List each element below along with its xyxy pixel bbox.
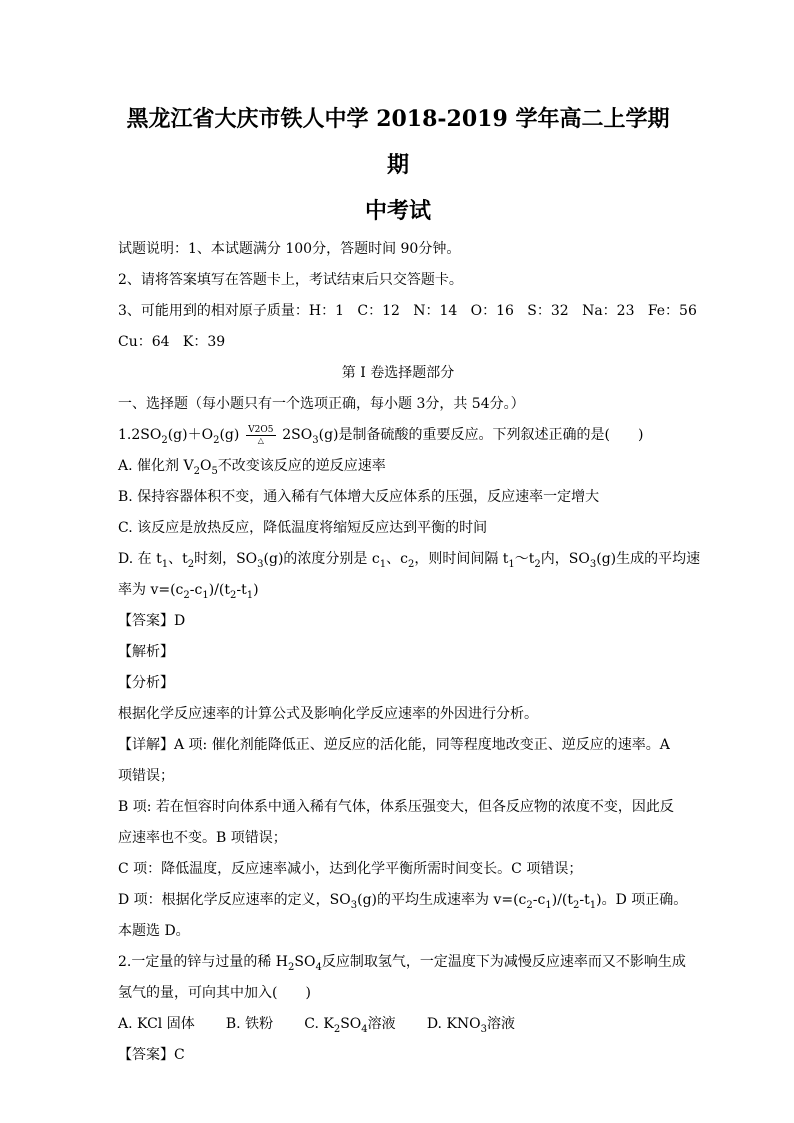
heat-symbol: △	[257, 436, 264, 445]
catalyst-label: V2O5	[246, 425, 276, 436]
reaction-condition	[246, 425, 276, 445]
instruction-1: 试题说明：1、本试题满分 100分，答题时间 90分钟。	[118, 241, 461, 257]
section-title: 第 I 卷选择题部分	[341, 365, 455, 381]
question-2-option-a: A. KCl 固体	[118, 1016, 195, 1032]
question-1-option-b: B. 保持容器体积不变，通入稀有气体增大反应体系的压强，反应速率一定增大	[118, 489, 600, 505]
question-1-option-d-cont: 率为 $v=(c_2-c_1)/(t_2-t_1)$	[118, 582, 259, 601]
question-1-fenxi-heading: 【分析】	[118, 675, 174, 691]
question-2-answer: 【答案】C	[118, 1047, 185, 1063]
exam-title	[118, 96, 678, 234]
question-1-conclusion: 本题选 D。	[118, 923, 190, 939]
exam-page	[118, 96, 701, 1071]
question-2-stem-1: 2.一定量的锌与过量的稀 $H_2SO_4$反应制取氢气，一定温度下为减慢反应速率而又不影响生成	[118, 954, 686, 973]
part-heading: 一、选择题（每小题只有一个选项正确，每小题 3分，共 54分。）	[118, 396, 525, 412]
question-1-detail-5: C 项：降低温度，反应速率减小，达到化学平衡所需时间变长。C 项错误；	[118, 861, 583, 877]
question-2-options	[118, 1009, 678, 1040]
question-1-detail-6: D 项：根据化学反应速率的定义，$SO_3(g)$的平均生成速率为 $v=(c_2-c_1)/(t_2-t_1)$。D 项正确。	[118, 892, 688, 911]
question-1-answer: 【答案】D	[118, 613, 186, 629]
question-2-option-c: C. $K_2SO_4$溶液	[304, 1016, 396, 1035]
instruction-2: 2、请将答案填写在答题卡上，考试结束后只交答题卡。	[118, 272, 463, 288]
question-2-option-d: D. $KNO_3$溶液	[426, 1016, 515, 1035]
instruction-4: Cu：64 K：39	[118, 334, 226, 350]
question-1-analysis: 根据化学反应速率的计算公式及影响化学反应速率的外因进行分析。	[118, 706, 538, 722]
exam-title-line-2: 中考试	[364, 198, 431, 224]
question-1-detail-2: 项错误；	[118, 768, 174, 784]
question-1-detail-3: B 项: 若在恒容时向体系中通入稀有气体，体系压强变大，但各反应物的浓度不变，因此反	[118, 799, 674, 815]
question-1-option-a: A. 催化剂 $V_2O_5$不改变该反应的逆反应速率	[118, 458, 386, 477]
question-2-stem-2: 氢气的量，可向其中加入( )	[118, 985, 311, 1001]
question-1-jiexi-heading: 【解析】	[118, 644, 174, 660]
question-2-option-b: B. 铁粉	[225, 1016, 274, 1032]
exam-title-line-1: 黑龙江省大庆市铁人中学 2018-2019 学年高二上学期期	[126, 106, 670, 178]
question-1-detail-4: 应速率也不变。B 项错误；	[118, 830, 287, 846]
question-1-stem: $1.2SO_2(g)+O_2(g)$ V2O5 △ $2SO_3(g)$是制备硫酸的重要反应。下列叙述正确的是( )	[118, 425, 644, 446]
question-1-detail-1: 【详解】A 项: 催化剂能降低正、逆反应的活化能，同等程度地改变正、逆反应的速率。A	[118, 737, 670, 753]
instruction-3: 3、可能用到的相对原子质量：H：1 C：12 N：14 O：16 S：32 Na：23 Fe：56	[118, 303, 697, 319]
question-1-option-d: D. 在 $t_1$、$t_2$时刻，$SO_3(g)$的浓度分别是 $c_1$、$c_2$，则时间间隔 $t_1\sim t_2$内，$SO_3(g)$生成的平均速	[118, 551, 701, 570]
question-1-option-c: C. 该反应是放热反应，降低温度将缩短反应达到平衡的时间	[118, 520, 488, 536]
